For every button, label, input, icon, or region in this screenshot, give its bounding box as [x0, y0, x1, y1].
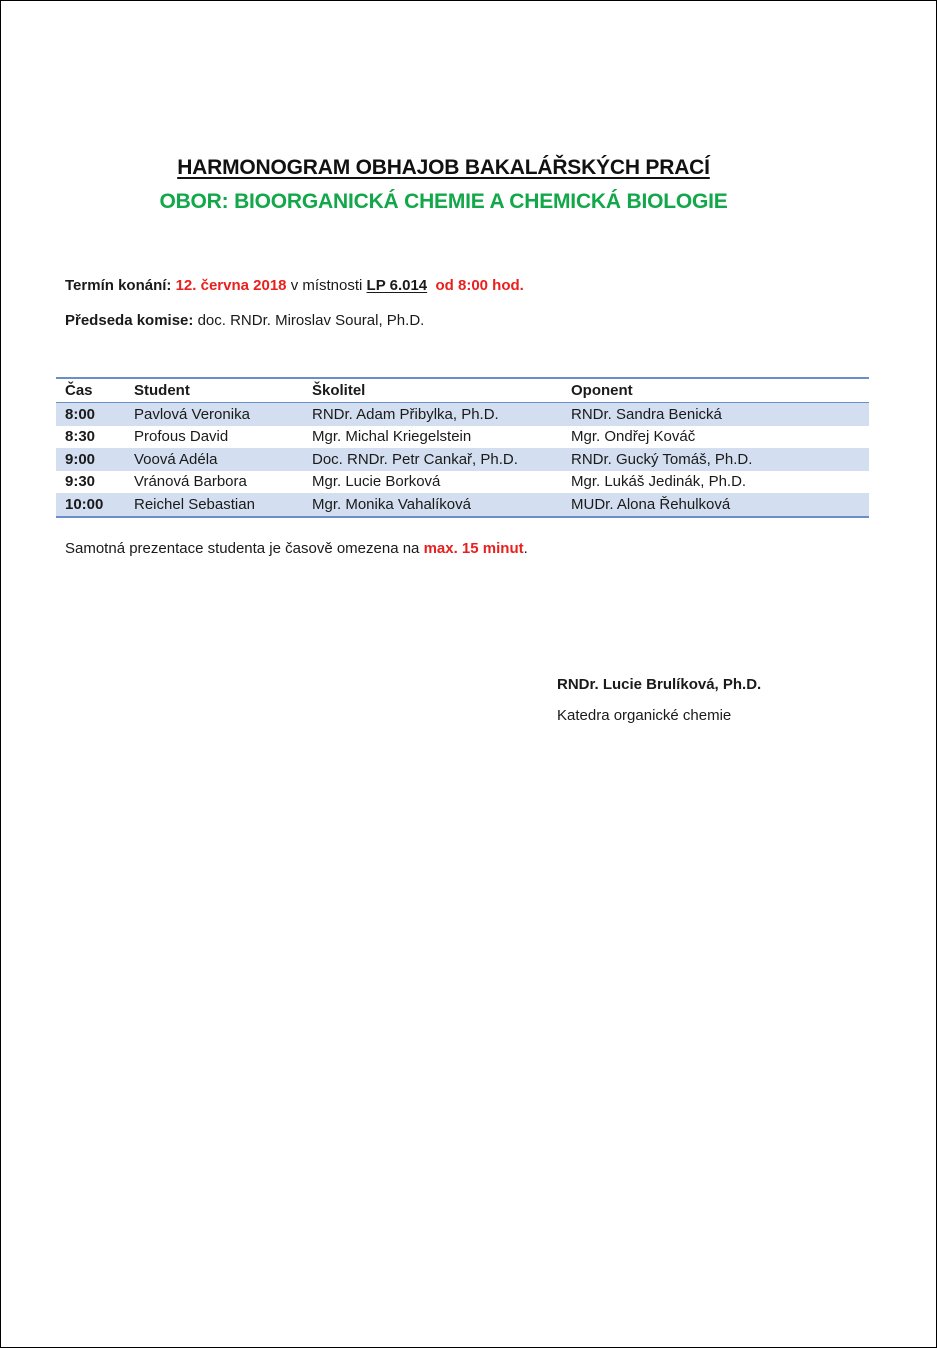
schedule-header-row	[56, 379, 869, 403]
table-row	[56, 403, 869, 426]
cell-skolitel: Mgr. Michal Kriegelstein	[312, 428, 472, 446]
header-oponent: Oponent	[571, 382, 633, 399]
cell-skolitel: Mgr. Lucie Borková	[312, 473, 441, 491]
cell-student: Pavlová Veronika	[134, 405, 250, 423]
cell-oponent: MUDr. Alona Řehulková	[571, 495, 731, 513]
cell-time: 10:00	[65, 495, 104, 513]
cell-time: 9:00	[65, 450, 96, 468]
predseda-line	[65, 312, 424, 329]
termin-room: LP 6.014	[366, 277, 428, 294]
note-text: Samotná prezentace studenta je časově omezena na	[65, 540, 420, 557]
header-student: Student	[134, 382, 190, 399]
header-cas: Čas	[65, 382, 93, 399]
termin-line	[65, 277, 524, 294]
table-row	[56, 426, 869, 449]
header-skolitel: Školitel	[312, 382, 366, 399]
note-end: .	[523, 540, 528, 557]
document-title: HARMONOGRAM OBHAJOB BAKALÁŘSKÝCH PRACÍ	[177, 156, 710, 179]
table-row	[56, 471, 869, 494]
termin-date: 12. června 2018	[175, 277, 287, 294]
presentation-note	[65, 540, 528, 557]
cell-student: Profous David	[134, 428, 229, 446]
cell-skolitel: Doc. RNDr. Petr Cankař, Ph.D.	[312, 450, 518, 468]
document-subtitle: OBOR: BIOORGANICKÁ CHEMIE A CHEMICKÁ BIOLOGIE	[159, 190, 728, 213]
cell-time: 8:30	[65, 428, 96, 446]
termin-time: od 8:00 hod.	[435, 277, 524, 294]
cell-skolitel: Mgr. Monika Vahalíková	[312, 495, 471, 513]
schedule-table	[56, 377, 869, 518]
cell-time: 9:30	[65, 473, 96, 491]
cell-oponent: RNDr. Gucký Tomáš, Ph.D.	[571, 450, 753, 468]
note-highlight: max. 15 minut	[423, 540, 524, 557]
signature-name: RNDr. Lucie Brulíková, Ph.D.	[557, 676, 762, 693]
cell-oponent: Mgr. Ondřej Kováč	[571, 428, 696, 446]
cell-student: Reichel Sebastian	[134, 495, 255, 513]
cell-oponent: Mgr. Lukáš Jedinák, Ph.D.	[571, 473, 747, 491]
cell-time: 8:00	[65, 405, 96, 423]
signature-department: Katedra organické chemie	[557, 707, 732, 724]
cell-student: Vránová Barbora	[134, 473, 247, 491]
predseda-value: doc. RNDr. Miroslav Soural, Ph.D.	[197, 312, 425, 329]
termin-label: Termín konání:	[65, 277, 172, 294]
cell-student: Voová Adéla	[134, 450, 218, 468]
termin-room-prefix: v místnosti	[290, 277, 363, 294]
table-row	[56, 448, 869, 471]
table-row	[56, 493, 869, 516]
cell-skolitel: RNDr. Adam Přibylka, Ph.D.	[312, 405, 499, 423]
cell-oponent: RNDr. Sandra Benická	[571, 405, 722, 423]
predseda-label: Předseda komise:	[65, 312, 194, 329]
